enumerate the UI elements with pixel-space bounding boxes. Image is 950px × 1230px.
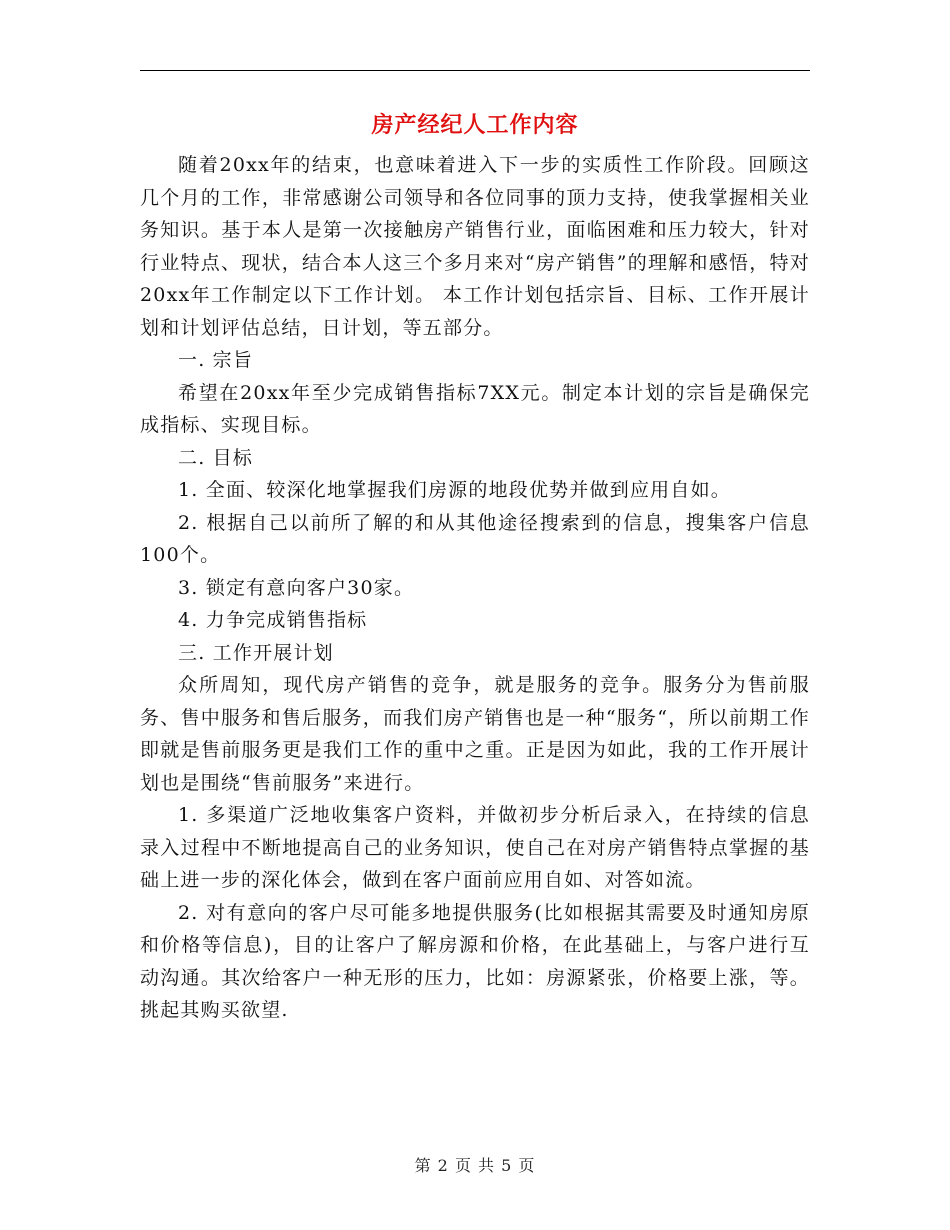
body-paragraph: 随着20xx年的结束，也意味着进入下一步的实质性工作阶段。回顾这几个月的工作，非常感谢公司领导和各位同事的顶力支持，使我掌握相关业务知识。基于本人是第一次接触房产销售行业，面临困难和压力较大，针对行业特点、现状，结合本人这三个多月来对“房产销售”的理解和感悟，特对20xx年工作制定以下工作计划。 本工作计划包括宗旨、目标、工作开展计划和计划评估总结，日计划，等五部分。 xyxy=(140,154,810,339)
list-item: 1. 全面、较深化地掌握我们房源的地段优势并做到应用自如。 xyxy=(178,479,731,501)
body-paragraph: 众所周知，现代房产销售的竞争，就是服务的竞争。服务分为售前服务、售中服务和售后服务，而我们房产销售也是一种“服务“，所以前期工作即就是售前服务更是我们工作的重中之重。正是因为如此，我的工作开展计划也是围绕“售前服务”来进行。 xyxy=(140,674,810,794)
section-heading-purpose: 一. 宗旨 xyxy=(178,349,254,371)
document-title: 房产经纪人工作内容 xyxy=(371,112,579,138)
section-heading-goals: 二. 目标 xyxy=(178,446,254,469)
document-body xyxy=(140,149,810,1027)
list-item: 2. 根据自己以前所了解的和从其他途径搜索到的信息，搜集客户信息100个。 xyxy=(140,511,810,566)
section-heading-work-plan: 三. 工作开展计划 xyxy=(178,641,334,664)
header-rule xyxy=(140,70,810,71)
page-number: 第 2 页 共 5 页 xyxy=(414,1156,536,1175)
list-item: 1. 多渠道广泛地收集客户资料，并做初步分析后录入，在持续的信息录入过程中不断地提高自己的业务知识，使自己在对房产销售特点掌握的基础上进一步的深化体会，做到在客户面前应用自如、对答如流。 xyxy=(140,804,810,891)
list-item: 4. 力争完成销售指标 xyxy=(178,609,368,631)
list-item: 2. 对有意向的客户尽可能多地提供服务(比如根据其需要及时通知房原和价格等信息)，目的让客户了解房源和价格，在此基础上，与客户进行互动沟通。其次给客户一种无形的压力，比如：房源紧张，价格要上涨，等。挑起其购买欲望. xyxy=(140,901,810,1021)
list-item: 3. 锁定有意向客户30家。 xyxy=(178,576,415,599)
body-paragraph: 希望在20xx年至少完成销售指标7XX元。制定本计划的宗旨是确保完成指标、实现目标。 xyxy=(140,381,810,436)
